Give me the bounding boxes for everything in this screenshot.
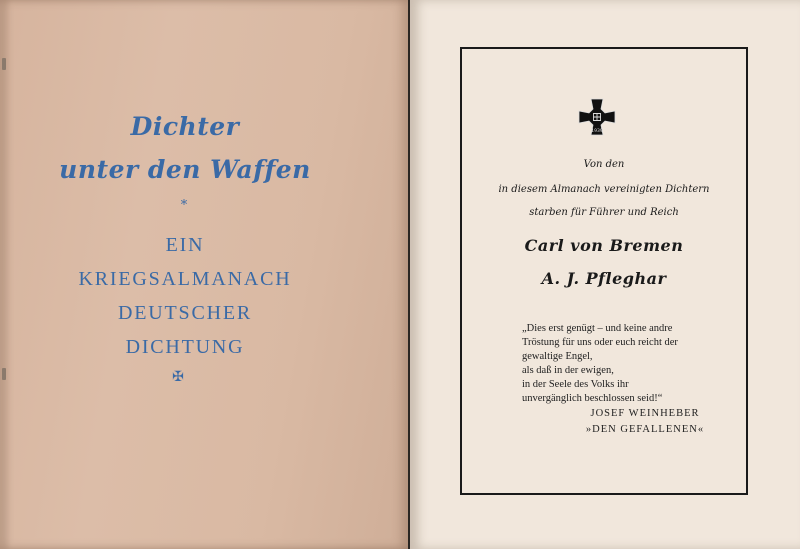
quote-line: „Dies erst genügt – und keine andre [522, 323, 673, 334]
fallen-poet-name-1: Carl von Bremen [524, 236, 684, 255]
cover-subtitle-line-2: KRIEGSALMANACH [78, 268, 292, 290]
quote-line: als daß in der ewigen, [522, 365, 614, 376]
emblem-year: 1939 [591, 129, 603, 134]
intro-line-2: in diesem Almanach vereinigten Dichtern [498, 184, 710, 195]
fallen-poet-name-2: A. J. Pfleghar [541, 269, 667, 288]
cover-title-line-1: Dichter [130, 112, 240, 141]
poem-quote [522, 322, 722, 406]
staple-mark [2, 368, 6, 380]
quote-line: unvergänglich beschlossen seid!“ [522, 393, 663, 404]
quote-line: Tröstung für uns oder euch reicht der [522, 337, 678, 348]
iron-cross-icon [577, 97, 617, 137]
intro-line-3: starben für Führer und Reich [529, 207, 679, 218]
quote-author: JOSEF WEINHEBER [590, 408, 700, 419]
intro-line-1: Von den [583, 159, 625, 170]
quote-work-title: »DEN GEFALLENEN« [585, 424, 705, 435]
cover-title-line-2: unter den Waffen [59, 155, 311, 184]
cover-subtitle-line-4: DICHTUNG [125, 336, 245, 358]
cover-subtitle-line-3: DEUTSCHER [118, 302, 252, 324]
quote-line: gewaltige Engel, [522, 351, 593, 362]
cross-ornament: ✠ [172, 369, 184, 385]
quote-line: in der Seele des Volks ihr [522, 379, 629, 390]
staple-mark [2, 58, 6, 70]
cover-subtitle-line-1: EIN [165, 234, 205, 256]
star-ornament: * [180, 198, 188, 213]
